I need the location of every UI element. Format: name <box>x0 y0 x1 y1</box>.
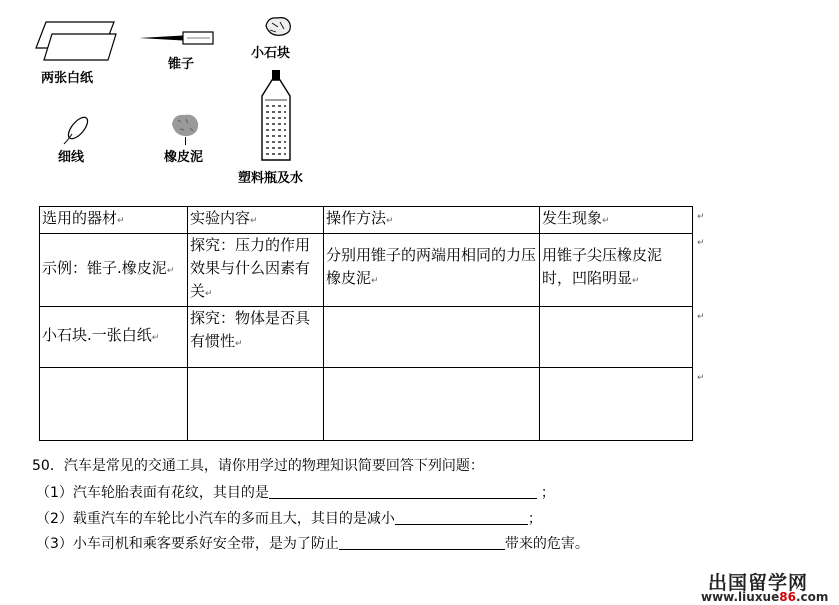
table-cell <box>188 368 324 441</box>
white-paper-icon <box>32 18 118 66</box>
table-row <box>40 368 693 441</box>
table-cell: 小石块.一张白纸↵ <box>40 307 188 368</box>
paper-label: 两张白纸 <box>41 71 94 86</box>
table-cell: 探究：物体是否具有惯性↵ <box>188 307 324 368</box>
table-cell <box>540 368 693 441</box>
row-end-mark: ↵ <box>697 238 705 248</box>
row-end-mark: ↵ <box>697 373 705 383</box>
table-header-cell: 操作方法↵ <box>324 207 540 234</box>
stone-label: 小石块 <box>251 46 291 61</box>
bottle-label: 塑料瓶及水 <box>238 171 304 186</box>
answer-blank-1[interactable] <box>269 484 537 499</box>
row-end-mark: ↵ <box>697 312 705 322</box>
table-cell <box>540 307 693 368</box>
table-cell <box>324 307 540 368</box>
watermark-url: www.liuxue86.com <box>701 590 829 604</box>
question-stem: 50．汽车是常见的交通工具，请你用学过的物理知识简要回答下列问题： <box>32 458 484 474</box>
table-header-cell: 选用的器材↵ <box>40 207 188 234</box>
answer-blank-3[interactable] <box>339 535 505 550</box>
table-row <box>40 234 693 307</box>
table-header-cell: 实验内容↵ <box>188 207 324 234</box>
question-3: （3）小车司机和乘客要系好安全带，是为了防止 带来的危害。 <box>36 536 589 552</box>
plastic-bottle-icon <box>258 68 294 164</box>
stone-icon <box>262 14 294 38</box>
question-1: （1）汽车轮胎表面有花纹，其目的是 ； <box>36 485 555 501</box>
awl-icon <box>137 28 219 48</box>
experiment-table <box>39 206 693 441</box>
table-cell <box>40 368 188 441</box>
table-cell: 用锥子尖压橡皮泥时，凹陷明显↵ <box>540 234 693 307</box>
clay-pointer-line <box>185 137 186 145</box>
clay-icon <box>168 110 202 140</box>
watermark-title: 出国留学网 <box>708 572 809 594</box>
table-row <box>40 307 693 368</box>
answer-blank-2[interactable] <box>395 510 528 525</box>
thread-icon <box>60 112 100 148</box>
table-cell <box>324 368 540 441</box>
row-end-mark: ↵ <box>697 212 705 222</box>
table-header-row <box>40 207 693 234</box>
question-2: （2）载重汽车的车轮比小汽车的多而且大，其目的是减小 ； <box>36 511 542 527</box>
clay-label: 橡皮泥 <box>164 150 204 165</box>
table-cell: 分别用锥子的两端用相同的力压橡皮泥↵ <box>324 234 540 307</box>
thread-label: 细线 <box>58 150 85 165</box>
table-cell: 示例：锥子.橡皮泥↵ <box>40 234 188 307</box>
awl-label: 锥子 <box>168 57 195 72</box>
table-cell: 探究：压力的作用效果与什么因素有关↵ <box>188 234 324 307</box>
table-header-cell: 发生现象↵ <box>540 207 693 234</box>
